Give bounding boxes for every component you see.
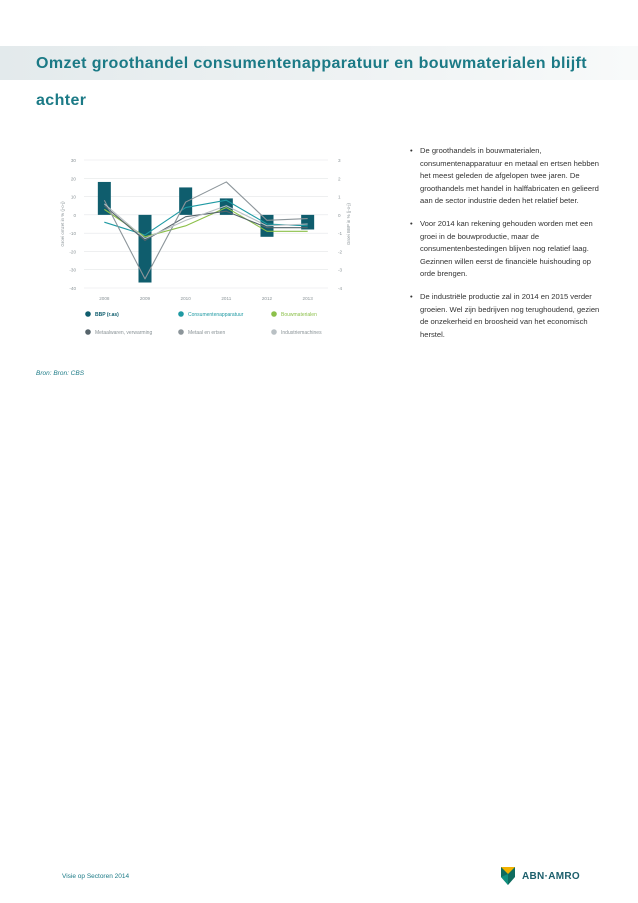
bullet-dot-icon: • <box>410 291 413 301</box>
x-tick-label: 2009 <box>139 296 151 301</box>
abn-amro-logo <box>500 866 610 888</box>
legend-label: Consumentenapparatuur <box>188 312 244 318</box>
x-tick-label: 2012 <box>261 296 273 301</box>
y2-axis-title: Groei BBP in % (j-o-j) <box>346 203 351 245</box>
bullet-text: De industriële productie zal in 2014 en 2015 verder groeien. Wel zijn bedrijven nog terughoudend, gezien de onzekerheid en broosheid van het economisch herstel. <box>420 291 600 339</box>
bullet-item <box>410 145 606 208</box>
y-tick-label: 10 <box>70 194 76 200</box>
source-note: Bron: Bron: CBS <box>36 370 85 377</box>
bar-bbp <box>139 215 152 283</box>
legend-label: BBP (r.as) <box>95 312 119 318</box>
bullet-text: De groothandels in bouwmaterialen, consumentenapparatuur en metaal en ertsen hebben het meest geleden de afgelopen twee jaren. De groothandels met handel in halffabricaten en gelieerd aan de sector industrie deden het relatief beter. <box>420 146 600 206</box>
x-tick-label: 2011 <box>221 296 232 301</box>
legend-marker <box>271 311 277 317</box>
y-tick-label: 20 <box>70 176 76 182</box>
legend-label: Metaalwaren, verwarming <box>95 330 153 336</box>
legend-marker <box>85 329 91 335</box>
x-tick-label: 2010 <box>180 296 191 301</box>
legend-label: Metaal en ertsen <box>188 330 226 336</box>
legend-marker <box>271 329 277 335</box>
y2-tick-label: -4 <box>338 286 343 291</box>
shield-logo-icon <box>500 866 516 886</box>
y-tick-label: 0 <box>73 212 76 218</box>
y-tick-label: -10 <box>69 231 76 237</box>
y2-tick-label: 1 <box>338 194 341 200</box>
logo-text: ABN·AMRO <box>522 871 580 882</box>
legend-marker <box>85 311 91 317</box>
bullet-item <box>410 218 606 281</box>
x-tick-label: 2013 <box>302 296 313 301</box>
legend-marker <box>178 329 184 335</box>
y2-tick-label: 0 <box>338 212 341 218</box>
y2-tick-label: -3 <box>338 267 343 273</box>
y-axis-title: Groei omzet in % (j-o-j) <box>60 201 65 247</box>
bullet-dot-icon: • <box>410 146 413 155</box>
series-line <box>104 206 307 241</box>
bullet-list <box>410 145 606 351</box>
legend-marker <box>178 311 184 317</box>
page-title-continued: achter <box>36 92 87 109</box>
x-tick-label: 2008 <box>99 296 110 301</box>
bullet-text: Voor 2014 kan rekening gehouden worden met een groei in de bouwproductie, maar de consumentenbestedingen blijven nog relatief laag. Gezinnen willen eerst de financiële huishouding op orde brengen. <box>420 218 593 279</box>
y2-tick-label: -2 <box>338 249 343 255</box>
y-tick-label: -40 <box>69 286 76 291</box>
y2-tick-label: -1 <box>338 231 343 237</box>
revenue-growth-chart <box>56 152 356 347</box>
y-tick-label: -20 <box>69 249 76 255</box>
y-tick-label: -30 <box>69 267 76 273</box>
legend-label: Industriemachines <box>281 330 322 336</box>
y-tick-label: 30 <box>70 158 76 163</box>
y2-tick-label: 2 <box>338 176 341 182</box>
page-title: Omzet groothandel consumentenapparatuur en bouwmaterialen blijft <box>36 55 587 72</box>
bullet-item <box>410 291 606 341</box>
bullet-dot-icon: • <box>410 218 413 228</box>
footer-text: Visie op Sectoren 2014 <box>62 873 130 880</box>
legend-label: Bouwmaterialen <box>281 312 317 318</box>
y2-tick-label: 3 <box>338 158 341 163</box>
